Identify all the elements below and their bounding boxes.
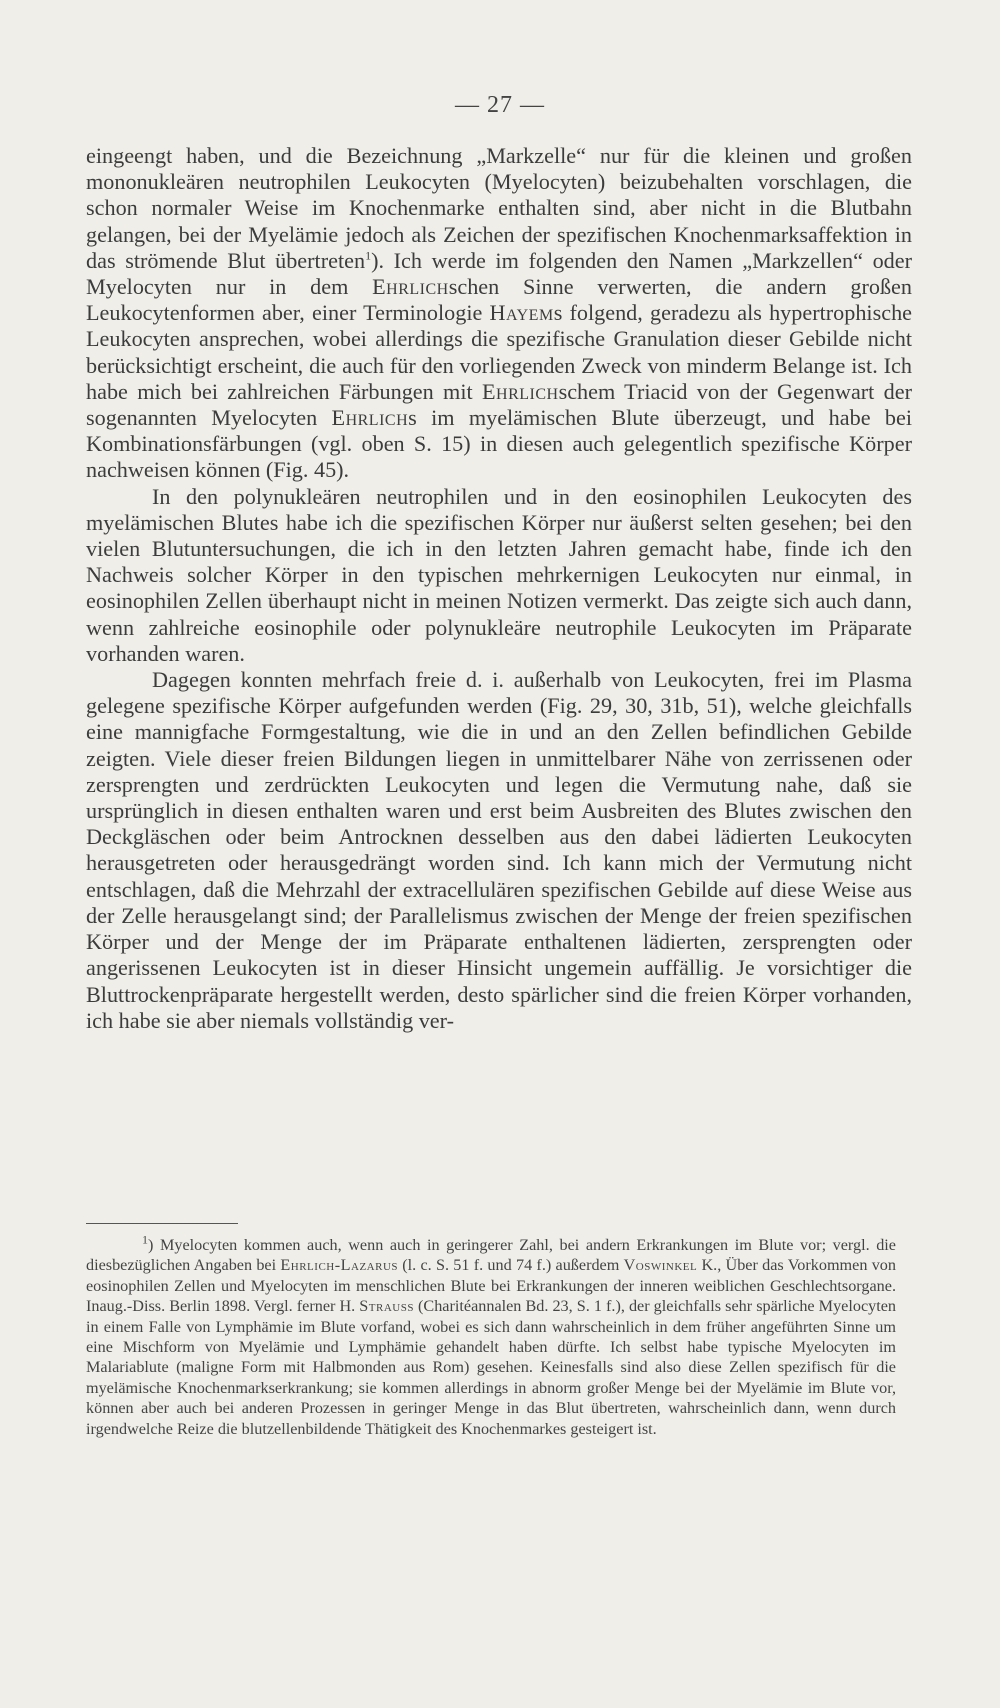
footnote	[86, 1232, 896, 1439]
author-name: Strauss	[359, 1297, 414, 1316]
footnote-marker: 1	[142, 1232, 148, 1247]
text-run: schen Sinne verwerten, die andern großen Leukocytenformen aber, einer Terminologie	[86, 274, 912, 326]
text-run: ). Ich werde im folgenden den Namen „Markzellen“ oder Myelocyten nur in dem	[86, 247, 912, 300]
author-name: Hayem	[489, 300, 554, 326]
body-text	[86, 143, 912, 1034]
author-name: Voswinkel	[623, 1256, 698, 1275]
page-number: — 27 —	[455, 92, 545, 118]
text-run: ) Myelocyten kommen auch, wenn auch in geringerer Zahl, bei andern Erkrankungen im Blute vor; vergl. die diesbezüglichen Angaben bei	[86, 1236, 896, 1275]
text-run: (l. c. S. 51 f. und 74 f.) außerdem	[398, 1256, 624, 1275]
paragraph	[86, 143, 912, 484]
author-name: Ehrlich	[481, 378, 559, 404]
text-run: s folgend, geradezu als hypertrophische Leukocyten ansprechen, wobei allerdings die spezifische Granulation dieser Gebilde nicht berücksichtigt erscheint, die auch für den vorliegenden Zweck von minderm Belange ist. Ich habe mich bei zahlreichen Färbungen mit	[86, 300, 913, 404]
footnote-separator	[86, 1223, 238, 1224]
text-run: s im myelämischen Blute überzeugt, und habe bei Kombinationsfärbungen (vgl. oben S. 15) in diesen auch gelegentlich spezifische Körper nachweisen können (Fig. 45).	[86, 405, 912, 483]
text-run: (Charitéannalen Bd. 23, S. 1 f.), der gleichfalls sehr spärliche Myelocyten in einem Falle von Lymphämie im Blute vorfand, wobei es sich dann wahrscheinlich in dem früher angeführten Sinne um eine Mischform von Myelämie und Lymphämie gehandelt haben dürfte. Ich selbst habe typische Myelocyten im Malariablute (maligne Form mit Halbmonden aus Rom) gesehen. Keinesfalls sind also diese Zellen spezifisch für die myelämische Knochenmarkserkrankung; sie kommen allerdings in abnorm großer Menge bei der Myelämie im Blute vor, können aber auch bei anderen Prozessen in geringer Menge in das Blut übertreten, wahrscheinlich dann, wenn durch irgendwelche Reize die blutzellenbildende Thätigkeit des Knochenmarkes gesteigert ist.	[86, 1297, 896, 1438]
text-run: K., Über das Vorkommen von eosinophilen Zellen und Myelocyten im menschlichen Blute bei Erkrankungen der inneren weiblichen Geschlechtsorgane. Inaug.-Diss. Berlin 1898. Vergl. ferner H.	[86, 1256, 896, 1316]
paragraph	[86, 484, 912, 667]
footnote-marker: 1	[365, 248, 372, 263]
paragraph	[86, 667, 912, 1034]
text-run: In den polynukleären neutrophilen und in den eosinophilen Leukocyten des myelämischen Blutes habe ich die spezifischen Körper nur äußerst selten gesehen; bei den vielen Blutuntersuchungen, die ich in den letzten Jahren gemacht habe, finde ich den Nachweis solcher Körper in den typischen mehrkernigen Leukocyten nur einmal, in eosinophilen Zellen überhaupt nicht in meinen Notizen vermerkt. Das zeigte sich auch dann, wenn zahlreiche eosinophile oder polynukleäre neutrophile Leukocyten im Präparate vorhanden waren.	[86, 483, 912, 666]
text-run: schem Triacid von der Gegenwart der sogenannten Myelocyten	[86, 378, 912, 431]
text-run: eingeengt haben, und die Bezeichnung „Markzelle“ nur für die kleinen und großen mononukleären neutrophilen Leukocyten (Myelocyten) beizubehalten vorschlagen, die schon normaler Weise im Knochenmarke enthalten sind, aber nicht in die Blutbahn gelangen, bei der Myelämie jedoch als Zeichen der spezifischen Knochenmarksaffektion in das strömende Blut übertreten	[86, 143, 912, 273]
text-run: Dagegen konnten mehrfach freie d. i. außerhalb von Leukocyten, frei im Plasma gelegene spezifische Körper aufgefunden werden (Fig. 29, 30, 31b, 51), welche gleichfalls eine mannigfache Formgestaltung, wie die in und an den Zellen befindlichen Gebilde zeigten. Viele dieser freien Bildungen liegen in unmittelbarer Nähe von zerrissenen oder zersprengten und zerdrückten Leukocyten und legen die Vermutung nahe, daß sie ursprünglich in diesen enthalten waren und erst beim Ausbreiten des Blutes zwischen den Deckgläschen oder beim Antrocknen desselben aus den dabei lädierten Leukocyten herausgetreten oder herausgedrängt worden sind. Ich kann mich der Vermutung nicht entschlagen, daß die Mehrzahl der extracellulären spezifischen Gebilde auf diese Weise aus der Zelle herausgelangt sind; der Parallelismus zwischen der Menge der freien spezifischen Körper und der Menge der im Präparate enthaltenen lädierten, zersprengten oder angerissenen Leukocyten ist in dieser Hinsicht ungemein auffällig. Je vorsichtiger die Bluttrockenpräparate hergestellt werden, desto spärlicher sind die freien Körper vorhanden, ich habe sie aber niemals vollständig ver-	[86, 667, 912, 1033]
author-name: Ehrlich-Lazarus	[280, 1256, 399, 1275]
author-name: Ehrlich	[331, 405, 409, 431]
author-name: Ehrlich	[372, 274, 449, 300]
